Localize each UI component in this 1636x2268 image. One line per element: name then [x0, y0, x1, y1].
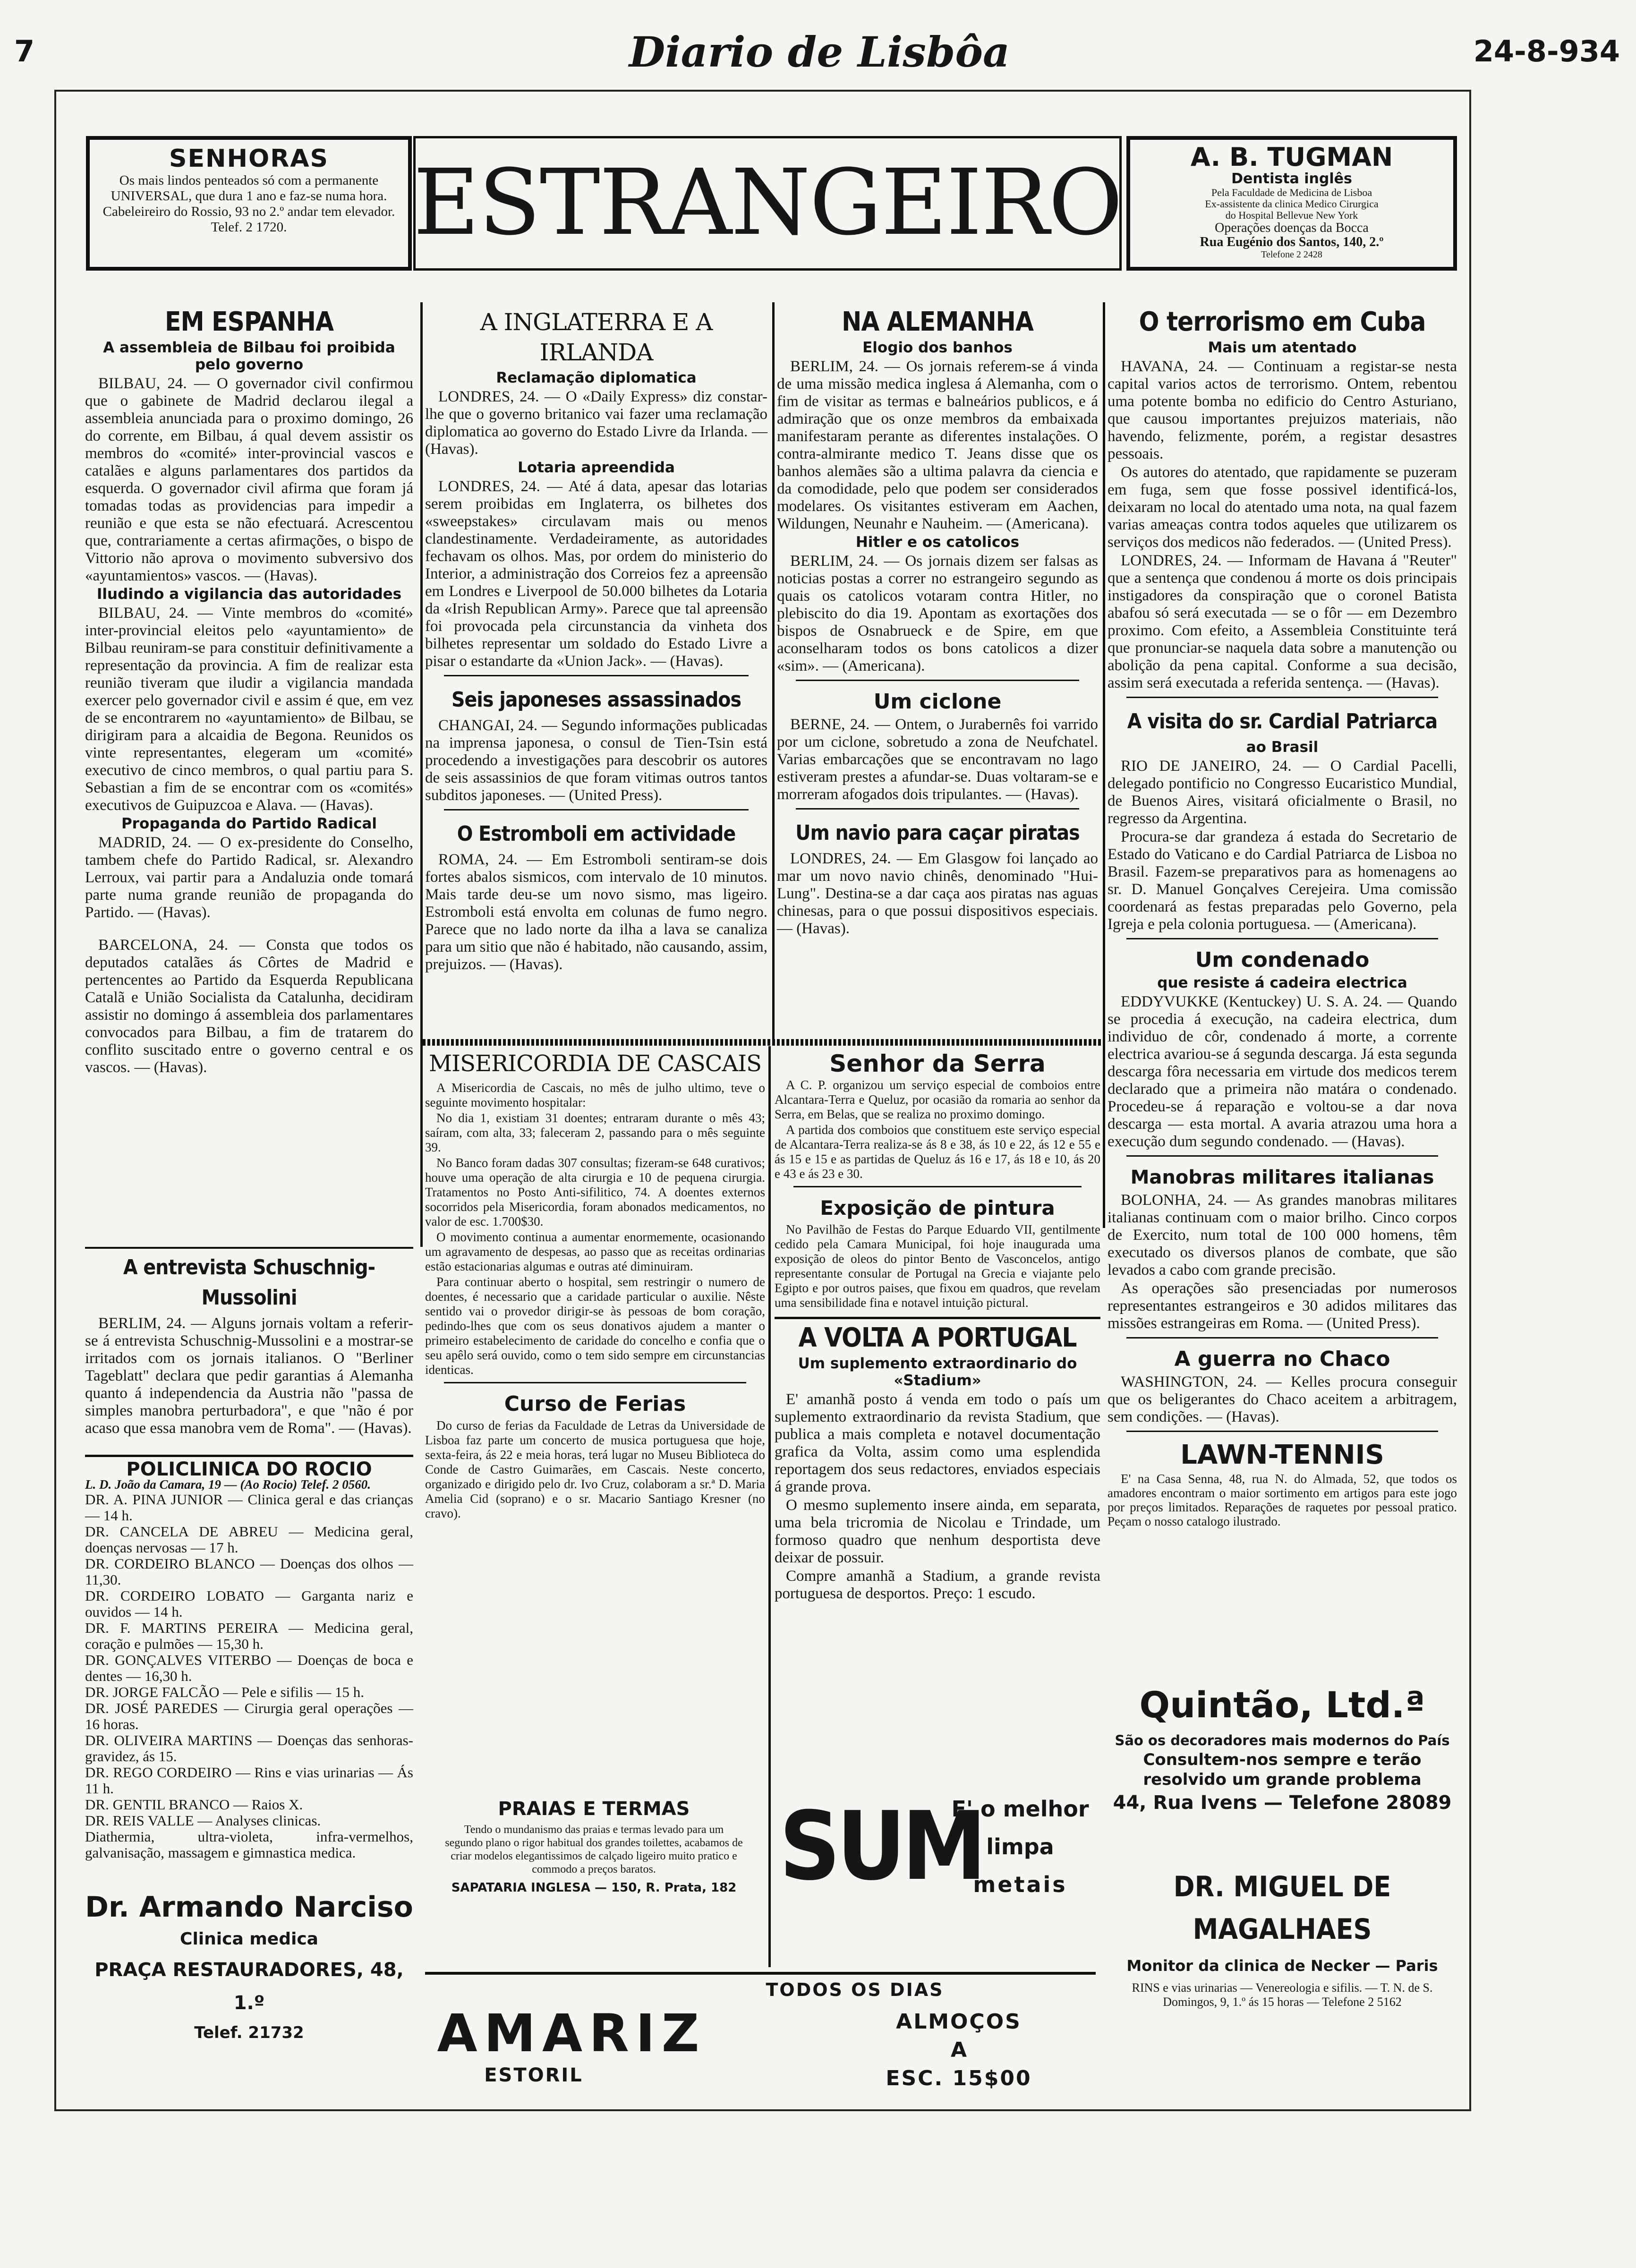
article-paragraph: E' amanhã posto á venda em todo o país um suplemento extraordinario da revista Stadium, que publica a mais completa e notavel documentação grafica da Volta, assim como uma esplendida reportagem dos seus redactores, enviados especiais á grande prova.	[775, 1391, 1100, 1495]
article-title: A guerra no Chaco	[1174, 1347, 1390, 1371]
article-paragraph: Do curso de ferias da Faculdade de Letras da Universidade de Lisboa faz parte um concerto de musica portuguesa que hoje, sexta-feira, ás 22 e meia horas, terá lugar no Museu Biblioteca do Conde de Castro Guimarães, em Cascais. Neste concerto, organizado e dirigido pelo dr. Ivo Cruz, colaboram a sr.ª D. Maria Amelia Cid (soprano) e o sr. Macario Santiago Kresner (no cravo).	[425, 1418, 765, 1520]
article-title: A INGLATERRA E A IRLANDA	[480, 308, 713, 366]
separator	[444, 675, 749, 681]
doctor-item: DR. REGO CORDEIRO — Rins e vias urinarias — Ás 11 h.	[85, 1764, 413, 1797]
article-title: MISERICORDIA DE CASCAIS	[428, 1050, 761, 1077]
article-subheading: Reclamação diplomatica	[496, 369, 697, 386]
doctor-item: DR. CANCELA DE ABREU — Medicina geral, doenças nervosas — 17 h.	[85, 1523, 413, 1556]
doctor-item: DR. GENTIL BRANCO — Raios X.	[85, 1796, 303, 1813]
article-paragraph: LONDRES, 24. — Até á data, apesar das lotarias serem proibidas em Inglaterra, os bilhetes dos «sweepstakes» circulavam mais ou menos clandestinamente. Verdadeiramente, as autoridades fechavam os olhos. Mas, por ordem do ministerio do Interior, a administração dos Correios fez a apreensão em Londres e Liverpool de 50.000 bilhetes da Lotaria da «Irish Republican Army». Parece que tal apreensão foi provocada pela circunstancia da vinheta dos bilhetes representar um soldado do Estado Livre a pisar o estandarte da «Union Jack». — (Havas).	[425, 478, 767, 670]
article-title: A visita do sr. Cardial Patriarca	[1127, 709, 1438, 733]
article-subheading: Hitler e os catolicos	[855, 534, 1020, 551]
article-paragraph: BERNE, 24. — Ontem, o Jurabernês foi varrido por um ciclone, sobretudo a zona de Neufchatel. Varias embarcações que se encontravam no lago estiveram prestes a afundar-se. Duas voltaram-se e morreram afogados dois tripulantes. — (Havas).	[777, 716, 1098, 803]
article-paragraph: BERLIM, 24. — Os jornais referem-se á vinda de uma missão medica inglesa á Alemanha, com o fim de visitar as termas e balneários publicos, e á admiração que os onze membros da embaixada manifestaram perante as diferentes instalações. O contra-almirante medico T. Jeans disse que os banhos alemães são a ultima palavra da ciencia e da comodidade, pelo que podem ser considerados modelares. Os visitantes estiveram em Aachen, Wildungen, Neunahr e Nauheim. — (Americana).	[777, 358, 1098, 532]
column-entrevista	[85, 1247, 413, 1455]
amariz-offer: ESC. 15$00	[886, 2066, 1032, 2090]
article-subheading: Propaganda do Partido Radical	[121, 815, 377, 832]
article-title: EM ESPANHA	[165, 307, 333, 337]
separator	[775, 1317, 1100, 1319]
doctor-item: DR. JORGE FALCÃO — Pele e sifilis — 15 h.	[85, 1684, 365, 1700]
separator	[796, 808, 1079, 814]
quintao-ad	[1108, 1679, 1457, 1863]
narciso-ad	[85, 1889, 413, 2045]
separator	[1126, 1337, 1438, 1343]
separator	[85, 1247, 413, 1249]
article-paragraph: A Misericordia de Cascais, no mês de julho ultimo, teve o seguinte movimento hospitalar:	[425, 1081, 765, 1109]
column-alemanha	[777, 307, 1098, 1037]
senhoras-text: Os mais lindos penteados só com a permanente UNIVERSAL, que dura 1 ano e faz-se numa hora. Cabeleireiro do Rossio, 93 no 2.º andar tem elevador. Telef. 2 1720.	[102, 173, 395, 235]
tugman-consult: Operações doenças da Bocca	[1215, 221, 1369, 235]
praias-ad	[425, 1795, 763, 1974]
article-title: O Estromboli em actividade	[457, 822, 736, 846]
article-paragraph: O mesmo suplemento insere ainda, em separata, uma bela tricromia de Nicolau e Trindade, um formoso quadro que nenhum desportista deve deixar de possuir.	[775, 1497, 1100, 1566]
policlinica-address: L. D. João da Camara, 19 — (Ao Rocio) Telef. 2 0560.	[85, 1477, 371, 1492]
tugman-line: Ex-assistente da clinica Medico Cirurgica	[1205, 198, 1379, 210]
separator	[1126, 1155, 1438, 1161]
article-paragraph: No Pavilhão de Festas do Parque Eduardo VII, gentilmente cedido pela Camara Municipal, foi hoje inaugurada uma exposição de oleos do pintor Bento de Vasconcelos, antigo representante consular de Portugal na Grecia e viajante pelo Egipto e por outros paises, que fixou em quadros, que revelam uma sensibilidade fina e notavel intuição pictural.	[775, 1222, 1100, 1310]
tugman-title: A. B. TUGMAN	[1190, 142, 1393, 172]
column-serra	[775, 1049, 1100, 1776]
quintao-line: Consultem-nos sempre e terão resolvido um grande problema	[1143, 1750, 1422, 1789]
tugman-phone: Telefone 2 2428	[1261, 249, 1322, 260]
sum-line: E' o melhor	[951, 1796, 1089, 1822]
separator	[104, 926, 394, 933]
page-number: 7	[14, 34, 35, 68]
article-paragraph: WASHINGTON, 24. — Kelles procura conseguir que os beligerantes do Chaco aceitem a arbitragem, sem condições. — (Havas).	[1108, 1373, 1457, 1425]
quintao-line: São os decoradores mais modernos do País	[1115, 1732, 1450, 1748]
article-title: A VOLTA A PORTUGAL	[798, 1322, 1077, 1353]
praias-text: Tendo o mundanismo das praias e termas levado para um segundo plano o rigor habitual dos grandes toilettes, acabamos de criar modelos elegantissimos de calçado ligeiro muito pratico e commodo a preços baratos.	[445, 1824, 743, 1876]
article-title: Exposição de pintura	[820, 1196, 1055, 1219]
praias-title: PRAIAS E TERMAS	[498, 1798, 690, 1820]
magalhaes-line: Monitor da clinica de Necker — Paris	[1126, 1957, 1438, 1975]
article-subtitle: A assembleia de Bilbau foi proibida pelo governo	[103, 339, 395, 373]
amariz-place: ESTORIL	[484, 2064, 583, 2086]
article-subheading: Mais um atentado	[1208, 339, 1357, 356]
narciso-address: PRAÇA RESTAURADORES, 48, 1.º	[94, 1959, 404, 2014]
tugman-line: Pela Faculdade de Medicina de Lisboa	[1211, 187, 1372, 198]
sum-ad	[775, 1785, 1100, 1936]
magalhaes-ad	[1108, 1866, 1457, 2021]
amariz-offer: A	[950, 2038, 967, 2062]
amariz-top: TODOS OS DIAS	[766, 1979, 944, 2000]
doctor-item: DR. REIS VALLE — Analyses clinicas.	[85, 1812, 321, 1829]
article-title: Um condenado	[1195, 948, 1370, 972]
separator	[1126, 697, 1438, 703]
quintao-line: 44, Rua Ivens — Telefone 28089	[1113, 1792, 1452, 1814]
sum-line: limpa	[986, 1834, 1054, 1859]
section-title: ESTRANGEIRO	[413, 150, 1122, 256]
article-subheading: Elogio dos banhos	[862, 339, 1013, 356]
separator	[444, 1382, 746, 1388]
column-cuba	[1108, 307, 1457, 1681]
separator	[85, 1455, 413, 1457]
article-title: Manobras militares italianas	[1130, 1167, 1434, 1188]
article-paragraph: O movimento continua a aumentar enormemente, ocasionando um agravamento de despesas, ao passo que as receitas ordinarias estão estacionarias algumas e outras até diminuiram.	[425, 1230, 765, 1273]
tugman-address: Rua Eugénio dos Santos, 140, 2.º	[1200, 235, 1384, 249]
article-paragraph: Compre amanhã a Stadium, a grande revista portuguesa de desportos. Preço: 1 escudo.	[775, 1568, 1100, 1602]
amariz-rule	[425, 1972, 1096, 1975]
doctor-item: DR. F. MARTINS PEREIRA — Medicina geral, coração e pulmões — 15,30 h.	[85, 1620, 413, 1652]
sum-line: metais	[973, 1872, 1067, 1897]
article-paragraph: HAVANA, 24. — Continuam a registar-se nesta capital varios actos de terrorismo. Ontem, rebentou uma potente bomba no edificio do Centro Asturiano, que causou importantes prejuizos materiais, não havendo, felizmente, porém, a registar desastres pessoais.	[1108, 358, 1457, 462]
article-title: A entrevista Schuschnig-Mussolini	[123, 1255, 375, 1310]
article-paragraph: No Banco foram dadas 307 consultas; fizeram-se 648 curativos; houve uma operação de alta cirurgia e 10 de pequena cirurgia. Tratamentos no Posto Anti-sifilitico, 74. A doentes externos socorridos pela Misericordia, foram abonados medicamentos, no valor de esc. 1.700$30.	[425, 1156, 765, 1228]
narciso-specialty: Clinica medica	[180, 1929, 318, 1949]
doctor-item: DR. CORDEIRO LOBATO — Garganta nariz e ouvidos — 14 h.	[85, 1587, 413, 1620]
masthead: Diario de Lisbôa	[629, 27, 1010, 77]
article-subheading: Lotaria apreendida	[518, 459, 675, 476]
article-paragraph: Os autores do atentado, que rapidamente se puzeram em fuga, sem que fosse possivel identificá-los, deixaram no local do atentado uma nota, na qual fazem varias ameaças contra todos aqueles que utilizarem os serviços dos medicos não federados. — (United Press).	[1108, 464, 1457, 551]
article-paragraph: MADRID, 24. — O ex-presidente do Conselho, tambem chefe do Partido Radical, sr. Alexandro Lerroux, vai partir para a Andaluzia onde tomará parte numa grande reunião de propaganda do Partido. — (Havas).	[85, 834, 413, 921]
article-paragraph: Para continuar aberto o hospital, sem restringir o numero de doentes, é necessario que a caridade particular o auxilie. Nêste sentido vai o provedor dirigir-se às pessoas de bom coração, pedindo-lhes que com os seus donativos ajudem a manter o primeiro estabelecimento de caridade do concelho e confia que o seu apêlo será ouvido, como o tem sido sempre em circunstancias identicas.	[425, 1275, 765, 1377]
separator	[796, 680, 1079, 686]
tugman-ad	[1126, 136, 1457, 271]
article-paragraph: A C. P. organizou um serviço especial de comboios entre Alcantara-Terra e Queluz, por ocasião da romaria ao senhor da Serra, em Belas, que se realiza no proximo domingo.	[775, 1078, 1100, 1121]
separator	[1126, 1431, 1438, 1437]
tugman-line: do Hospital Bellevue New York	[1225, 209, 1358, 221]
policlinica-title: POLICLINICA DO ROCIO	[126, 1458, 372, 1480]
quintao-name: Quintão, Ltd.ª	[1139, 1684, 1425, 1726]
article-paragraph: LONDRES, 24. — O «Daily Express» diz constar-lhe que o governo britanico vai fazer uma reclamação diplomatica ao governo do Estado Livre da Irlanda. — (Havas).	[425, 388, 767, 458]
article-paragraph: LONDRES, 24. — Informam de Havana á "Reuter" que a sentença que condenou á morte os dois principais instigadores da conspiração que o coronel Batista abafou só será executada — se o fôr — em Dezembro proximo. Com efeito, a Assembleia Constituinte terá que pronunciar-se naquela data sobre a manutenção ou abolição da pena capital. Conforme a sua decisão, assim será executada a referida sentença. — (Havas).	[1108, 552, 1457, 691]
article-subheading: Iludindo a vigilancia das autoridades	[96, 586, 402, 603]
separator	[1126, 938, 1438, 944]
article-paragraph: LONDRES, 24. — Em Glasgow foi lançado ao mar um novo navio chinês, denominado "Hui-Lung". Destina-se a dar caça aos piratas nas aguas chinesas, para o que possui dispositivos especiais. — (Havas).	[777, 850, 1098, 937]
doctor-item: DR. OLIVEIRA MARTINS — Doenças das senhoras-gravidez, ás 15.	[85, 1732, 413, 1765]
narciso-phone: Telef. 21732	[194, 2023, 304, 2042]
article-title: O terrorismo em Cuba	[1139, 307, 1426, 337]
amariz-offer: ALMOÇOS	[896, 2010, 1022, 2034]
doctor-item: DR. A. PINA JUNIOR — Clinica geral e das crianças — 14 h.	[85, 1491, 413, 1524]
amariz-ad	[425, 1977, 1096, 2102]
column-rule	[1103, 302, 1105, 1228]
article-title: NA ALEMANHA	[842, 307, 1033, 337]
article-title: Senhor da Serra	[829, 1050, 1046, 1077]
policlinica-ad	[85, 1455, 413, 1861]
article-paragraph: RIO DE JANEIRO, 24. — O Cardial Pacelli, delegado pontificio no Congresso Eucaristico Mundial, de Buenos Aires, visitará oficialmente o Brasil, no regresso da Argentina.	[1108, 758, 1457, 827]
article-paragraph: EDDYVUKKE (Kentuckey) U. S. A. 24. — Quando se procedia á execução, na cadeira electrica, dum individuo de côr, condenado á morte, a corrente electrica avariou-se á segunda descarga. Já esta segunda descarga fôra necessaria em virtude dos medicos terem declarado que a primeira não matára o condenado. Procedeu-se á reparação e voltou-se a dar nova descarga — esta mortal. A avaria atrazou uma hora a execução dum segundo condenado. — (Havas).	[1108, 993, 1457, 1150]
article-paragraph: BILBAU, 24. — Vinte membros do «comité» inter-provincial eleitos pelo «ayuntamiento» de Bilbau reuniram-se para constituir definitivamente a representação da provincia. A fim de realizar esta reunião tiveram que iludir a vigilancia mandada exercer pelo governador civil e assim é que, em vez de se encontrarem no «ayuntamiento» de Bilbau, se dirigiram para a alcaidia de Begona. Reunidos os vinte representantes, elegeram um «comité» executivo de cinco membros, o qual partiu para S. Sebastian a fim de se encontrar com os «comités» executivos de Guipuzcoa e Alava. — (Havas).	[85, 605, 413, 814]
magalhaes-name: DR. MIGUEL DE MAGALHAES	[1173, 1870, 1391, 1946]
doctor-item: DR. GONÇALVES VITERBO — Doenças de boca e dentes — 16,30 h.	[85, 1652, 413, 1684]
article-paragraph: Procura-se dar grandeza á estada do Secretario de Estado do Vaticano e do Cardial Patriarca de Lisboa no Brasil. Fazem-se preparativos para as homenagens ao sr. D. Manuel Gonçalves Cerejeira. Uma comissão coordenará as festas preparadas pelo Governo, pela Igreja e pela colonia portuguesa. — (Americana).	[1108, 828, 1457, 933]
separator	[444, 809, 749, 815]
article-paragraph: BILBAU, 24. — O governador civil confirmou que o gabinete de Madrid declarou ilegal a assembleia anunciada para o proximo domingo, 26 do corrente, em Bilbau, á qual devem assistir os membros do «comité» inter-provincial vascos e catalães e alguns parlamentares dos partidos da esquerda. O governador civil afirma que foram já tomadas todas as providencias para impedir a reunião e que esta se não efectuará. Acrescentou que, contrariamente a certas afirmações, o bispo de Vittorio não aprova o movimento subversivo dos «ayuntamientos» vascos. — (Havas).	[85, 375, 413, 584]
praias-footer: SAPATARIA INGLESA — 150, R. Prata, 182	[451, 1881, 737, 1895]
article-title: LAWN-TENNIS	[1180, 1440, 1384, 1470]
article-title: Um ciclone	[873, 690, 1002, 714]
senhoras-title: SENHORAS	[169, 145, 329, 173]
column-rule	[772, 302, 775, 1044]
article-paragraph: BARCELONA, 24. — Consta que todos os deputados catalães ás Côrtes de Madrid e pertencentes ao Partido da Esquerda Republicana Catalã e União Socialista da Catalunha, decidiram assistir no domingo á assembleia dos parlamentares convocados para Bilbau, a fim de tratarem do conflito suscitado entre o governo central e os vascos. — (Havas).	[85, 937, 413, 1076]
article-paragraph: CHANGAI, 24. — Segundo informações publicadas na imprensa japonesa, o consul de Tien-Tsin está procedendo a investigações para descobrir os autores de seis assassinios de que foram vitimas outros tantos subditos japoneses. — (United Press).	[425, 717, 767, 804]
senhoras-ad	[86, 136, 412, 271]
dotted-rule	[423, 1039, 1105, 1046]
article-subtitle: Um suplemento extraordinario do «Stadium»	[798, 1355, 1077, 1389]
doctor-item: Diathermia, ultra-violeta, infra-vermelhos, galvanisação, massagem e gimnastica medica.	[85, 1828, 413, 1861]
article-paragraph: E' na Casa Senna, 48, rua N. do Almada, 52, que todos os amadores encontram o maior sortimento em artigos para este jogo por preços limitados. Reparações de raquetes por pessoal pratico. Peçam o nosso catalogo ilustrado.	[1108, 1472, 1457, 1528]
tugman-subtitle: Dentista inglês	[1231, 171, 1352, 187]
sum-brand: SUM	[779, 1791, 983, 1901]
article-paragraph: BERLIM, 24. — Alguns jornais voltam a referir-se á entrevista Schuschnig-Mussolini e a mostrar-se irritados com os jornais italianos. O "Berliner Tageblatt" declara que pedir garantias á Alemanha quanto á independencia da Austria não "passa de simples manobra perturbadora", e que "não é por acaso que essa manobra vem de Roma". — (Havas).	[85, 1315, 413, 1437]
narciso-name: Dr. Armando Narciso	[85, 1891, 413, 1924]
amariz-name: AMARIZ	[437, 2003, 706, 2063]
article-title: Seis japoneses assassinados	[451, 688, 741, 712]
article-paragraph: As operações são presenciadas por numerosos representantes estrangeiros e 30 adidos militares das missões estrangeiras em Roma. — (United Press).	[1108, 1280, 1457, 1332]
column-rule	[768, 1046, 771, 1967]
doctor-item: DR. CORDEIRO BLANCO — Doenças dos olhos — 11,30.	[85, 1555, 413, 1588]
magalhaes-line: RINS e vias urinarias — Venereologia e sifilis. — T. N. de S. Domingos, 9, 1.º ás 15 horas — Telefone 2 5162	[1132, 1981, 1433, 2009]
article-paragraph: No dia 1, existiam 31 doentes; entraram durante o mês 43; saíram, com alta, 33; faleceram 2, passando para o mês seguinte 39.	[425, 1111, 765, 1154]
doctor-item: DR. JOSÉ PAREDES — Cirurgia geral operações — 16 horas.	[85, 1700, 413, 1732]
column-inglaterra	[425, 307, 767, 1037]
article-subtitle: ao Brasil	[1246, 739, 1319, 756]
column-espanha	[85, 307, 413, 1245]
article-paragraph: A partida dos comboios que constituem este serviço especial de Alcantara-Terra realiza-se ás 8 e 38, ás 10 e 22, ás 12 e 55 e ás 15 e 15 e as partidas de Queluz ás 16 e 17, ás 18 e 10, ás 20 e 43 e ás 23 e 30.	[775, 1123, 1100, 1181]
column-rule	[420, 302, 423, 1247]
article-title: Um navio para caçar piratas	[795, 821, 1080, 845]
article-paragraph: ROMA, 24. — Em Estromboli sentiram-se dois fortes abalos sismicos, com intervalo de 10 minutos. Mais tarde deu-se um novo sismo, mas ligeiro. Estromboli está envolta em colunas de fumo negro. Parece que no lado norte da ilha a lava se canaliza para um sitio que não é habitado, não causando, assim, prejuizos. — (Havas).	[425, 851, 767, 973]
article-paragraph: BERLIM, 24. — Os jornais dizem ser falsas as noticias postas a correr no estrangeiro segundo as quais os catolicos votaram contra Hitler, no plebiscito do dia 19. Apontam as exortações dos bispos de Osnabrueck e de Spire, em que aconselharam todos os bons catolicos a dizer «sim». — (Americana).	[777, 553, 1098, 674]
separator	[793, 1186, 1082, 1192]
article-title: Curso de Ferias	[504, 1392, 686, 1416]
page-date: 24-8-934	[1473, 34, 1620, 68]
article-paragraph: BOLONHA, 24. — As grandes manobras militares italianas continuam com o maior brilho. Cinco corpos de Exercito, num total de 100 000 homens, têm executado os diversos planos de combate, que são levados a cabo com grande precisão.	[1108, 1192, 1457, 1279]
article-subtitle: que resiste á cadeira electrica	[1157, 974, 1407, 991]
